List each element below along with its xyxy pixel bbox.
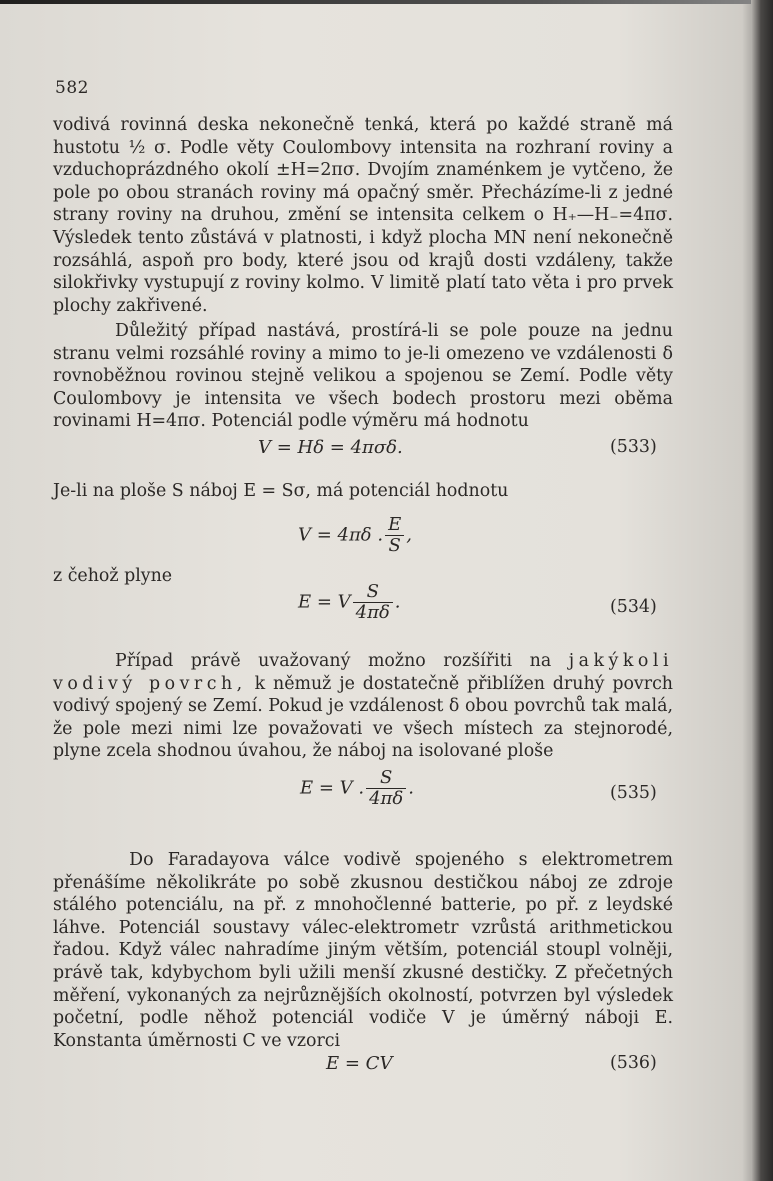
equation-potential-tail: , (406, 524, 412, 546)
equation-number-534: (534) (610, 597, 657, 617)
paragraph-5-start: Případ právě uvažovaný možno rozšířiti na (115, 651, 552, 671)
equation-number-536: (536) (610, 1053, 657, 1073)
book-spine-shadow (751, 0, 773, 1181)
section-343 (53, 849, 673, 1052)
fraction-s-over-4pidelta (353, 582, 393, 623)
paragraph-4: z čehož plyne (53, 566, 173, 586)
paragraph-1: vodivá rovinná deska nekonečně tenká, která po každé straně má hustotu ½ σ. Podle věty Coulombovy intensita na rozhraní roviny a vzduchoprázdného okolí ±H=2πσ. Dvojím znaménkem je vytčeno, že pole po obou stranách roviny má opačný směr. Přecházíme-li z jedné strany roviny na druhou, změní se intensita celkem o H₊—H₋=4πσ. Výsledek tento zůstává v platnosti, i když plocha MN není nekonečně rozsáhlá, aspoň pro body, které jsou od krajů dosti vzdáleny, takže silokřivky vystupují z roviny kolmo. V limitě platí tato věta i pro prvek plochy zakřivené. (53, 115, 673, 316)
paragraph-2 (53, 320, 673, 433)
paragraph-2-text: Důležitý případ nastává, prostírá-li se pole pouze na jednu stranu velmi rozsáhlé roviny a mimo to je-li omezeno ve vzdálenosti δ rovnoběžnou rovinou stejně velikou a spojenou se Zemí. Podle věty Coulombovy je intensita ve všech bodech prostoru mezi oběma rovinami H=4πσ. Potenciál podle výměru má hodnotu (53, 321, 673, 432)
equation-535-lhs: E = V . (300, 777, 365, 799)
equation-potential-lhs: V = 4πδ . (298, 524, 384, 546)
fraction-denominator: S (388, 535, 401, 556)
fraction-numerator: S (353, 582, 393, 603)
equation-535 (300, 768, 414, 809)
equation-535-tail: . (408, 777, 414, 799)
paragraph-5 (53, 650, 673, 763)
paragraph-3: Je-li na ploše S náboj E = Sσ, má potenciál hodnotu (53, 481, 509, 501)
paragraph-6: Do Faradayova válce vodivě spojeného s elektrometrem přenášíme několikráte po sobě zkusnou destičkou náboj ze zdroje stálého potenciálu, na př. z mnohočlenné batterie, po př. z leydské láhve. Potenciál soustavy válec-elektrometr vzrůstá arithmetickou řadou. Když válec nahradíme jiným větším, potenciál stoupl volněji, právě tak, kdybychom byli užili menší zkusné destičky. Z přečetných měření, vykonaných za nejrůznějších okolností, potvrzen byl výsledek početní, podle něhož potenciál vodiče V je úměrný náboji E. Konstanta úměrnosti C ve vzorci (53, 850, 674, 1051)
equation-number-535: (535) (610, 783, 657, 803)
paragraph-5-rest: k němuž je dostatečně přiblížen druhý povrch vodivý spojený se Zemí. Pokud je vzdálenost δ obou povrchů tak malá, že pole mezi nimi lze považovati ve všech místech za stejnorodé, plyne zcela shodnou úvahou, že náboj na isolované ploše (53, 673, 674, 762)
equation-536: E = CV (326, 1053, 393, 1074)
equation-potential (298, 515, 412, 556)
page-number: 582 (55, 78, 89, 98)
fraction-numerator: E (385, 515, 404, 536)
equation-534-lhs: E = V (298, 591, 351, 613)
equation-number-533: (533) (610, 437, 657, 457)
equation-534-tail: . (394, 591, 401, 613)
fraction-e-over-s (385, 515, 404, 556)
fraction-denominator: 4πδ (355, 602, 390, 623)
fraction-s-over-4pidelta-2 (366, 768, 406, 809)
page-top-edge (0, 0, 773, 4)
equation-533: V = Hδ = 4πσδ. (258, 437, 403, 458)
paragraph-5-spaced: jakýkoli vodivý povrch, (53, 651, 674, 694)
equation-534 (298, 582, 401, 623)
fraction-denominator: 4πδ (369, 788, 404, 809)
fraction-numerator: S (366, 768, 406, 789)
